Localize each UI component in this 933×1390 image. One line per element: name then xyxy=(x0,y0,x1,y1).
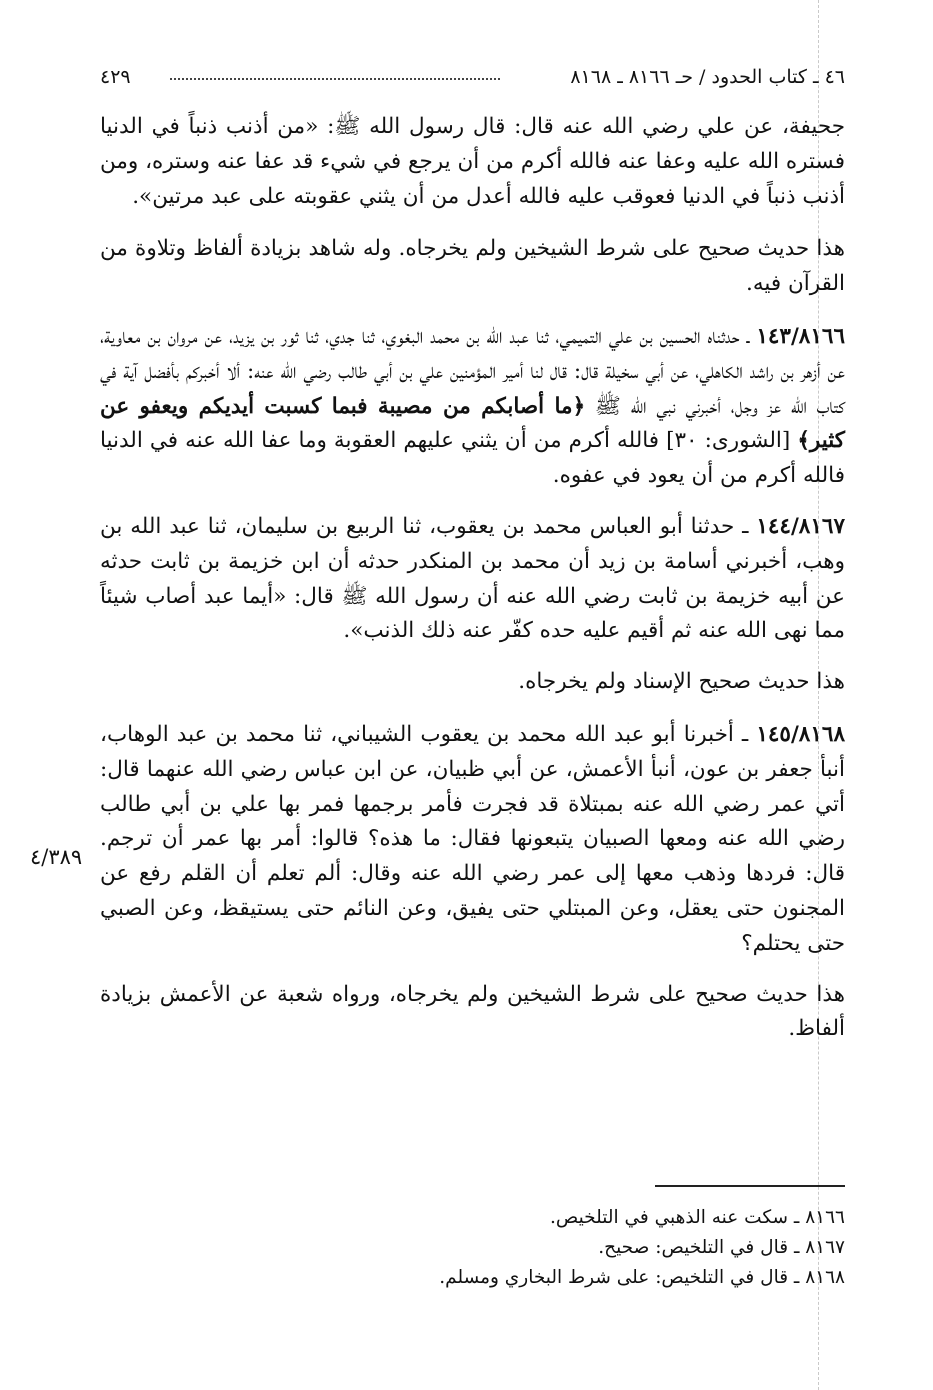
footnote-8166: ٨١٦٦ ـ سكت عنه الذهبي في التلخيص. xyxy=(550,1207,845,1228)
header-leader-dots xyxy=(170,78,500,80)
hadith-number: ١٤٤/٨١٦٧ xyxy=(756,513,845,539)
paragraph-text: جحيفة، عن علي رضي الله عنه قال: قال رسول الله ﷺ: «من أذنب ذنباً في الدنيا فستره الله عليه وعفا عنه فالله أكرم من أن يرجع في شيء قد عفا عنه وستره، ومن أذنب ذنباً في الدنيا فعوقب عليه فالله أعدل من أن يثني عقوبته على عبد مرتين». xyxy=(100,114,845,209)
paragraph-continuation xyxy=(100,110,845,214)
footnote-8167: ٨١٦٧ ـ قال في التلخيص: صحيح. xyxy=(598,1237,845,1258)
quran-verse: ﴿ما أصابكم من مصيبة فبما كسبت أيديكم ويعفو عن كثير﴾ xyxy=(100,393,845,454)
paragraph-grading xyxy=(100,232,845,302)
paragraph-text: هذا حديث صحيح على شرط الشيخين ولم يخرجاه. وله شاهد بزيادة ألفاظ وتلاوة من القرآن فيه. xyxy=(100,236,845,297)
hadith-8168 xyxy=(100,718,845,962)
footnotes xyxy=(300,1203,845,1293)
hadith-text: ـ حدثنا أبو العباس محمد بن يعقوب، ثنا الربيع بن سليمان، ثنا عبد الله بن وهب، أخبرني أسامة بن زيد أن محمد بن المنكدر حدثه أن ابن خزيمة بن ثابت حدثه عن أبيه خزيمة بن ثابت رضي الله عنه أن رسول الله ﷺ قال: «أيما عبد أصاب شيئاً مما نهى الله عنه ثم أقيم عليه حده كفّر عنه ذلك الذنب». xyxy=(100,513,845,644)
running-title: ٤٦ ـ كتاب الحدود / حـ ٨١٦٦ ـ ٨١٦٨ xyxy=(570,66,845,88)
hadith-text: ـ حدثناه الحسين بن علي التميمي، ثنا عبد الله بن محمد البغوي، ثنا جدي، ثنا ثور بن يزيد، عن مروان بن معاوية، عن أزهر بن راشد الكاهلي، عن أبي سخيلة قال: قال لنا أمير المؤمنين علي بن أبي طالب رضي الله عنه: ألا أخبركم بأفضل آية في كتاب الله عز وجل، أخبرني نبي الله ﷺ xyxy=(100,323,845,419)
page-number: ٤٢٩ xyxy=(100,66,131,88)
paragraph-grading xyxy=(100,665,845,700)
main-text xyxy=(100,110,845,1065)
hadith-number: ١٤٥/٨١٦٨ xyxy=(756,721,845,747)
page-header xyxy=(100,62,845,92)
hadith-8167 xyxy=(100,510,845,649)
footnote-divider xyxy=(655,1185,845,1187)
hadith-8166 xyxy=(100,320,845,494)
hadith-number: ١٤٣/٨١٦٦ xyxy=(756,323,845,349)
paragraph-text: هذا حديث صحيح على شرط الشيخين ولم يخرجاه، ورواه شعبة عن الأعمش بزيادة ألفاظ. xyxy=(100,981,845,1042)
footnote-8168: ٨١٦٨ ـ قال في التلخيص: على شرط البخاري ومسلم. xyxy=(439,1267,845,1288)
margin-volume-page-reference: ٤/٣٨٩ xyxy=(30,845,83,869)
paragraph-grading xyxy=(100,978,845,1048)
paragraph-text: هذا حديث صحيح الإسناد ولم يخرجاه. xyxy=(518,669,845,695)
hadith-text: ـ أخبرنا أبو عبد الله محمد بن يعقوب الشيباني، ثنا محمد بن عبد الوهاب، أنبأ جعفر بن عون، أنبأ الأعمش، عن أبي ظبيان، عن ابن عباس رضي الله عنهما قال: أتي عمر رضي الله عنه بمبتلاة قد فجرت فأمر برجمها فمر بها علي بن أبي طالب رضي الله عنه ومعها الصبيان يتبعونها فقال: ما هذه؟ قالوا: أمر بها عمر أن ترجم. قال: فردها وذهب معها إلى عمر رضي الله عنه وقال: ألم تعلم أن القلم رفع عن المجنون حتى يعقل، وعن المبتلي حتى يفيق، وعن النائم حتى يستيقظ، وعن الصبي حتى يحتلم؟ xyxy=(100,721,845,956)
hadith-text-after: [الشورى: ٣٠] فالله أكرم من أن يثني عليهم العقوبة وما عفا الله عنه في الدنيا فالله أكرم من أن يعود في عفوه. xyxy=(100,428,845,489)
